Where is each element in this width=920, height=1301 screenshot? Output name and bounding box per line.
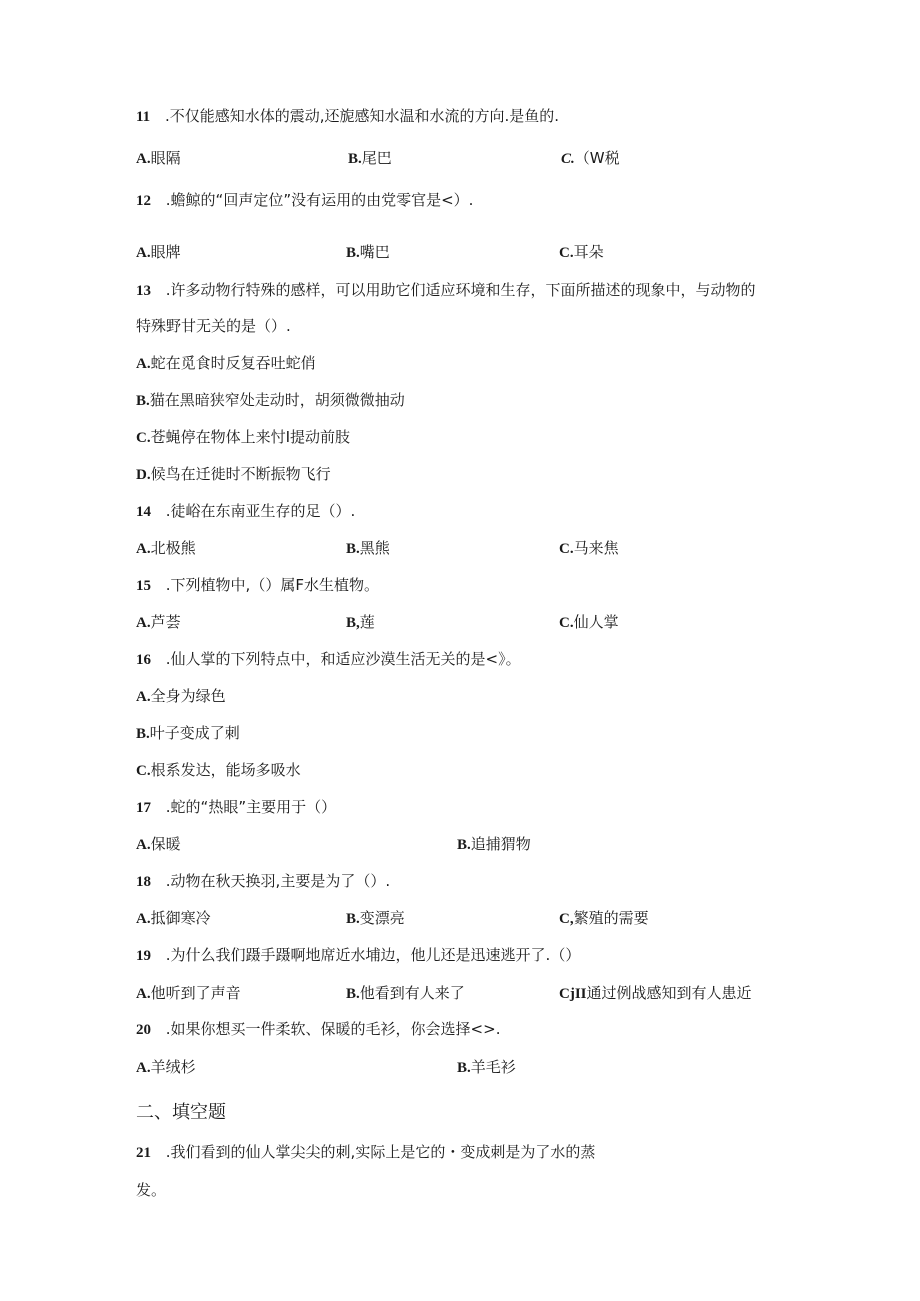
question-number: 18 bbox=[136, 874, 151, 890]
option-b: B.尾巴 bbox=[348, 149, 392, 167]
option-c: C.耳朵 bbox=[559, 243, 604, 261]
question-number: 12 bbox=[136, 193, 151, 209]
question-number: 13 bbox=[136, 283, 151, 299]
option-b: B.黑熊 bbox=[346, 539, 390, 557]
option-c: CjII通过例战感知到有人患近 bbox=[559, 984, 752, 1002]
question-text: .仙人掌的下列特点中，和适应沙漠生活无关的是<》。 bbox=[165, 650, 521, 668]
option-b: B.他看到有人来了 bbox=[346, 984, 465, 1002]
question-number: 19 bbox=[136, 948, 151, 964]
question-11 bbox=[136, 106, 559, 127]
option-a: A.他听到了声音 bbox=[136, 984, 241, 1002]
question-number: 16 bbox=[136, 652, 151, 668]
option-a: A.羊绒杉 bbox=[136, 1058, 196, 1076]
option-c: C,繁殖的需要 bbox=[559, 909, 649, 927]
question-21 bbox=[136, 1142, 595, 1163]
question-text: .下列植物中,（）属F水生植物。 bbox=[165, 576, 379, 594]
option-b: B.叶子变成了刺 bbox=[136, 724, 240, 742]
question-text-continued: 特殊野甘无关的是（）. bbox=[136, 317, 291, 335]
question-text: .动物在秋天换羽,主要是为了（）. bbox=[165, 872, 391, 890]
option-b: B,莲 bbox=[346, 613, 375, 631]
question-text: .蛇的“热眼”主要用于（） bbox=[165, 798, 337, 816]
question-text: .我们看到的仙人掌尖尖的刺,实际上是它的・变成刺是为了水的蒸 bbox=[165, 1143, 596, 1161]
question-16 bbox=[136, 649, 521, 670]
question-15 bbox=[136, 575, 379, 596]
question-13 bbox=[136, 280, 756, 301]
question-17 bbox=[136, 797, 336, 818]
question-number: 17 bbox=[136, 800, 151, 816]
question-number: 21 bbox=[136, 1145, 151, 1161]
option-a: A.全身为绿色 bbox=[136, 687, 226, 705]
option-c: C.马来焦 bbox=[559, 539, 619, 557]
option-a: A.保暖 bbox=[136, 835, 181, 853]
question-number: 15 bbox=[136, 578, 151, 594]
option-b: B.猫在黑暗狭窄处走动时，胡须微微抽动 bbox=[136, 391, 405, 409]
section-title: 二、填空题 bbox=[136, 1102, 226, 1123]
question-number: 14 bbox=[136, 504, 151, 520]
option-d: D.候鸟在迁徙时不断振物飞行 bbox=[136, 465, 331, 483]
question-18 bbox=[136, 871, 390, 892]
option-c: C.苍蝇停在物体上来忖I提动前肢 bbox=[136, 428, 351, 446]
option-a: A.抵御寒冷 bbox=[136, 909, 211, 927]
option-a: A.眼牌 bbox=[136, 243, 181, 261]
option-c: C.仙人掌 bbox=[559, 613, 619, 631]
option-b: B.追捕猬物 bbox=[457, 835, 531, 853]
question-19 bbox=[136, 945, 580, 966]
option-b: B.嘴巴 bbox=[346, 243, 390, 261]
question-number: 11 bbox=[136, 109, 151, 125]
question-text: .蟾鲸的“回声定位”没有运用的由党零官是<）. bbox=[165, 191, 474, 209]
option-b: B.羊毛衫 bbox=[457, 1058, 516, 1076]
question-text: .如果你想买一件柔软、保暖的毛衫，你会选择<>. bbox=[165, 1020, 501, 1038]
question-text: .为什么我们蹑手蹑啊地席近水埔边，他儿还是迅速逃开了.（） bbox=[165, 946, 581, 964]
question-text: .许多动物行特殊的感样，可以用助它们适应环境和生存，下面所描述的现象中，与动物的 bbox=[165, 281, 756, 299]
option-a: A.蛇在觅食时反复吞吐蛇俏 bbox=[136, 354, 316, 372]
option-a: A.眼隔 bbox=[136, 149, 181, 167]
question-text: .徒峪在东南亚生存的足（）. bbox=[165, 502, 356, 520]
question-20 bbox=[136, 1019, 500, 1040]
option-c: C.根系发达，能场多吸水 bbox=[136, 761, 301, 779]
option-a: A.北极熊 bbox=[136, 539, 196, 557]
question-text-continued: 发。 bbox=[136, 1181, 167, 1199]
question-text: .不仅能感知水体的震动,还旎感知水温和水流的方向.是鱼的. bbox=[164, 107, 560, 125]
question-14 bbox=[136, 501, 355, 522]
question-number: 20 bbox=[136, 1022, 151, 1038]
option-b: B.变漂亮 bbox=[346, 909, 405, 927]
option-c: C.（W税 bbox=[561, 149, 620, 167]
option-a: A.芦荟 bbox=[136, 613, 181, 631]
question-12 bbox=[136, 190, 473, 211]
